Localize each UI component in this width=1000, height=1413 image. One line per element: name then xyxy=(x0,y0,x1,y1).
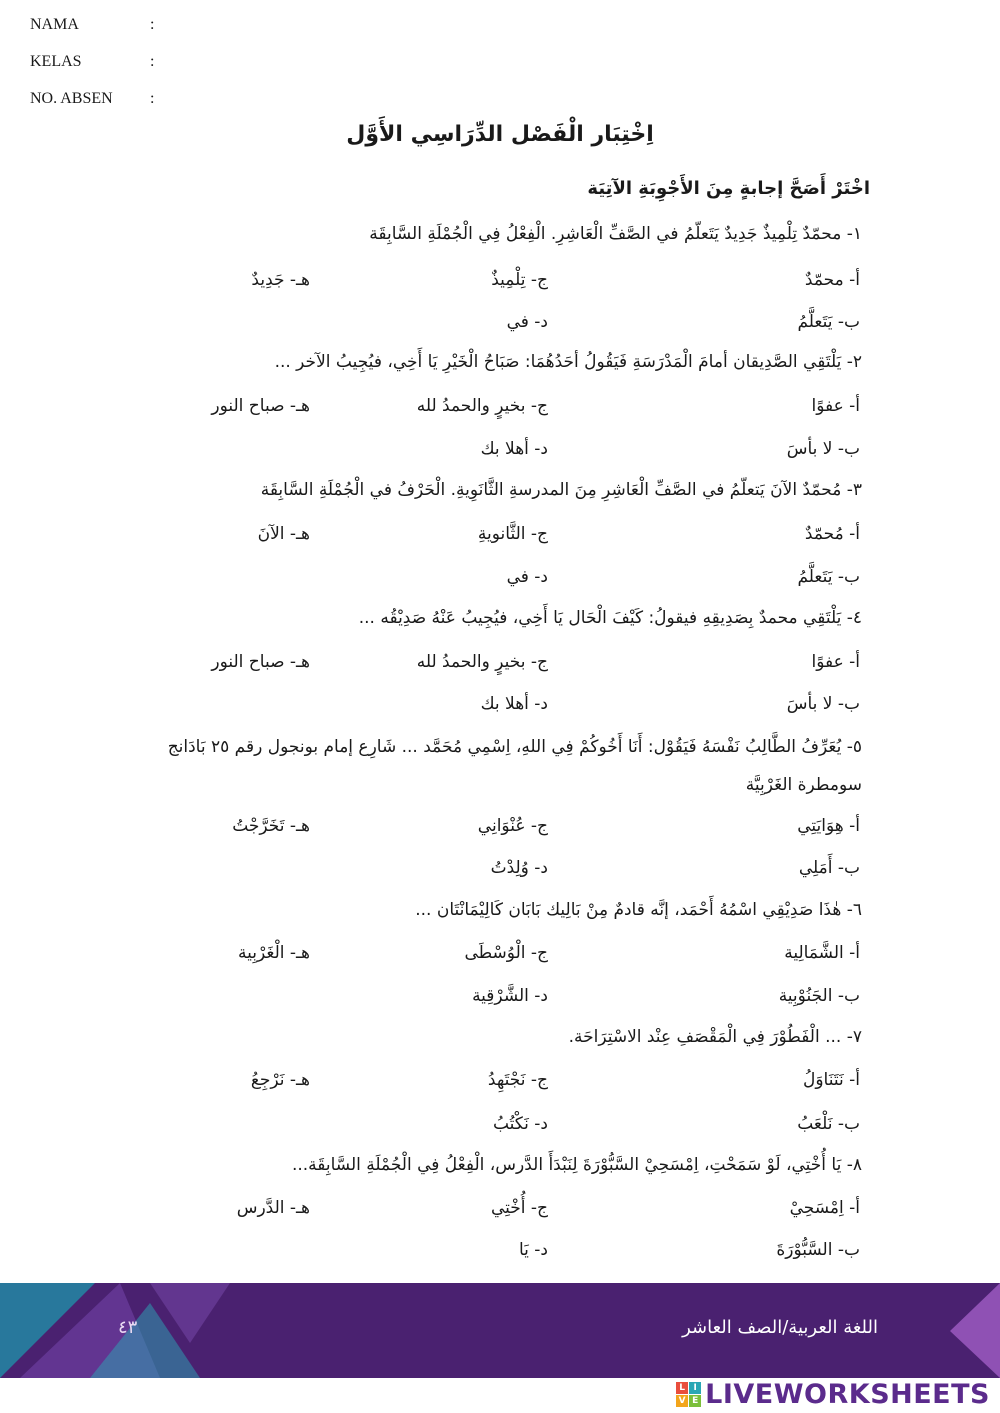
q5-option-d[interactable]: د- وُلِدْتُ xyxy=(490,858,548,878)
q2-option-e[interactable]: هـ- صباح النور xyxy=(211,396,310,416)
q5-option-a[interactable]: أ- هِوَايَتِي xyxy=(797,816,860,836)
instruction: اخْتَرْ أَصَحَّ إجابةٍ مِنَ الأَجْوِبَةِ الآتِيَة xyxy=(587,178,870,199)
q6-option-d[interactable]: د- الشَّرْقِية xyxy=(472,986,548,1006)
question-1: ١- محمّدٌ تِلْمِيذٌ جَدِيدٌ يَتَعلّمُ في الصَّفِّ الْعَاشِرِ. الْفِعْلُ فِي الْجُمْلَةِ السَّابِقَة xyxy=(369,224,862,244)
liveworksheets-logo-icon: L I V E xyxy=(676,1382,701,1407)
q5-option-e[interactable]: هـ- تَخَرَّجْتُ xyxy=(232,816,310,836)
absen-label: NO. ABSEN xyxy=(30,90,113,107)
page-title: اِخْتِبَار الْفَصْل الدِّرَاسِي الأَوَّل xyxy=(346,122,654,147)
liveworksheets-brand: LIVEWORKSHEETS xyxy=(705,1378,990,1410)
page-number: ٤٣ xyxy=(118,1317,138,1338)
name-field xyxy=(30,16,154,34)
question-2: ٢- يَلْتَقِي الصَّدِيقان أمامَ الْمَدْرَسَةِ فَيَقُولُ أحَدُهُمَا: صَبَاحُ الْخَيْرِ يَا أَخِي، فيُجِيبُ الآخر ... xyxy=(274,352,862,372)
q3-option-c[interactable]: ج- الثَّانويةِ xyxy=(477,524,548,544)
q6-option-c[interactable]: ج- الْوُسْطَى xyxy=(464,943,548,963)
q5-option-c[interactable]: ج- عُنْوَانِي xyxy=(477,816,548,836)
q1-option-b[interactable]: ب- يَتَعلَّمُ xyxy=(797,312,860,332)
footer-title: اللغة العربية/الصف العاشر xyxy=(682,1317,878,1338)
q8-option-d[interactable]: د- يَا xyxy=(518,1240,548,1260)
question-3: ٣- مُحمّدٌ الآنَ يَتعلّمُ في الصَّفِّ الْعَاشِرِ مِنَ المدرسةِ الثَّانَوِيةِ. الْحَرْفُ في الْجُمْلَةِ السَّابِقَة xyxy=(260,480,862,500)
q6-option-a[interactable]: أ- الشَّمَالِية xyxy=(784,943,860,963)
q8-option-a[interactable]: أ- اِمْسَحِيْ xyxy=(789,1198,860,1218)
name-label: NAMA xyxy=(30,16,79,33)
q1-option-d[interactable]: د- في xyxy=(506,312,548,332)
liveworksheets-watermark xyxy=(676,1379,990,1409)
q8-option-b[interactable]: ب- السَّبُّوْرَةَ xyxy=(776,1240,860,1260)
question-6: ٦- هٰذَا صَدِيْقِي اسْمُهُ أَحْمَد، إنَّه قادمٌ مِنْ بَالِيك بَابَان كَالِيْمَانْتَان ... xyxy=(415,900,862,920)
question-7: ٧- ... الْفَطُوْرَ فِي الْمَقْصَفِ عِنْد الاسْتِرَاحَة. xyxy=(568,1027,862,1047)
footer-band xyxy=(0,1283,1000,1378)
q2-option-d[interactable]: د- أهلا بك xyxy=(480,439,548,459)
q1-option-a[interactable]: أ- محمّدٌ xyxy=(804,270,860,290)
question-5: ٥- يُعَرِّفُ الطَّالِبُ نَفْسَهُ فَيَقُوْل: أَنَا أَخُوكُمْ فِي اللهِ، اِسْمِي مُحَمَّد ... شَارِع إمام بونجول رقم ٢٥ بَادَانج سومطرة الغَرْبِيَّة xyxy=(167,737,862,795)
q2-option-a[interactable]: أ- عفوًا xyxy=(811,396,860,416)
q4-option-c[interactable]: ج- بخيرٍ والحمدُ لله xyxy=(416,652,548,672)
q8-option-e[interactable]: هـ- الدَّرس xyxy=(236,1198,310,1218)
class-colon: : xyxy=(150,53,155,70)
q6-option-b[interactable]: ب- الجَنُوْبِية xyxy=(778,986,860,1006)
q1-option-e[interactable]: هـ- جَدِيدٌ xyxy=(251,270,310,290)
q5-option-b[interactable]: ب- أَمَلِي xyxy=(798,858,860,878)
absen-field xyxy=(30,90,154,108)
q7-option-b[interactable]: ب- نَلْعَبُ xyxy=(797,1114,860,1134)
q7-option-c[interactable]: ج- نَجْتَهِدُ xyxy=(487,1070,548,1090)
question-4: ٤- يَلْتَقِي محمدٌ بِصَدِيقِهِ فيقولُ: كَيْفَ الْحَال يَا أَخِي، فيُجِيبُ عَنْهُ صَدِيْقُه ... xyxy=(358,608,862,628)
q7-option-e[interactable]: هـ- نَرْجِعُ xyxy=(250,1070,310,1090)
class-label: KELAS xyxy=(30,53,82,70)
q4-option-e[interactable]: هـ- صباح النور xyxy=(211,652,310,672)
q3-option-e[interactable]: هـ- الآنَ xyxy=(257,524,310,544)
q1-option-c[interactable]: ج- تِلْمِيذٌ xyxy=(491,270,548,290)
question-8: ٨- يَا أُخْتِي، لَوْ سَمَحْتِ، اِمْسَحِيْ السَّبُّوْرَةَ لِنَبْدَأَ الدَّرس، الْفِعْلُ فِي الْجُمْلَةِ السَّابِقَة... xyxy=(291,1155,862,1175)
class-field xyxy=(30,53,154,71)
absen-colon: : xyxy=(150,90,155,107)
q3-option-b[interactable]: ب- يَتَعلَّمُ xyxy=(797,567,860,587)
q7-option-a[interactable]: أ- نَتَنَاوَلُ xyxy=(803,1070,860,1090)
q3-option-a[interactable]: أ- مُحمّدٌ xyxy=(804,524,860,544)
q2-option-c[interactable]: ج- بخيرٍ والحمدُ لله xyxy=(416,396,548,416)
q2-option-b[interactable]: ب- لا بأسَ xyxy=(786,439,860,459)
q4-option-d[interactable]: د- أهلا بك xyxy=(480,694,548,714)
name-colon: : xyxy=(150,16,155,33)
q6-option-e[interactable]: هـ- الْغَرْبِية xyxy=(238,943,310,963)
q8-option-c[interactable]: ج- أُخْتِي xyxy=(490,1198,548,1218)
q7-option-d[interactable]: د- نَكْتُبُ xyxy=(492,1114,548,1134)
q4-option-b[interactable]: ب- لا بأسَ xyxy=(786,694,860,714)
footer-decoration-right xyxy=(930,1283,1000,1378)
q3-option-d[interactable]: د- في xyxy=(506,567,548,587)
q4-option-a[interactable]: أ- عفوًا xyxy=(811,652,860,672)
